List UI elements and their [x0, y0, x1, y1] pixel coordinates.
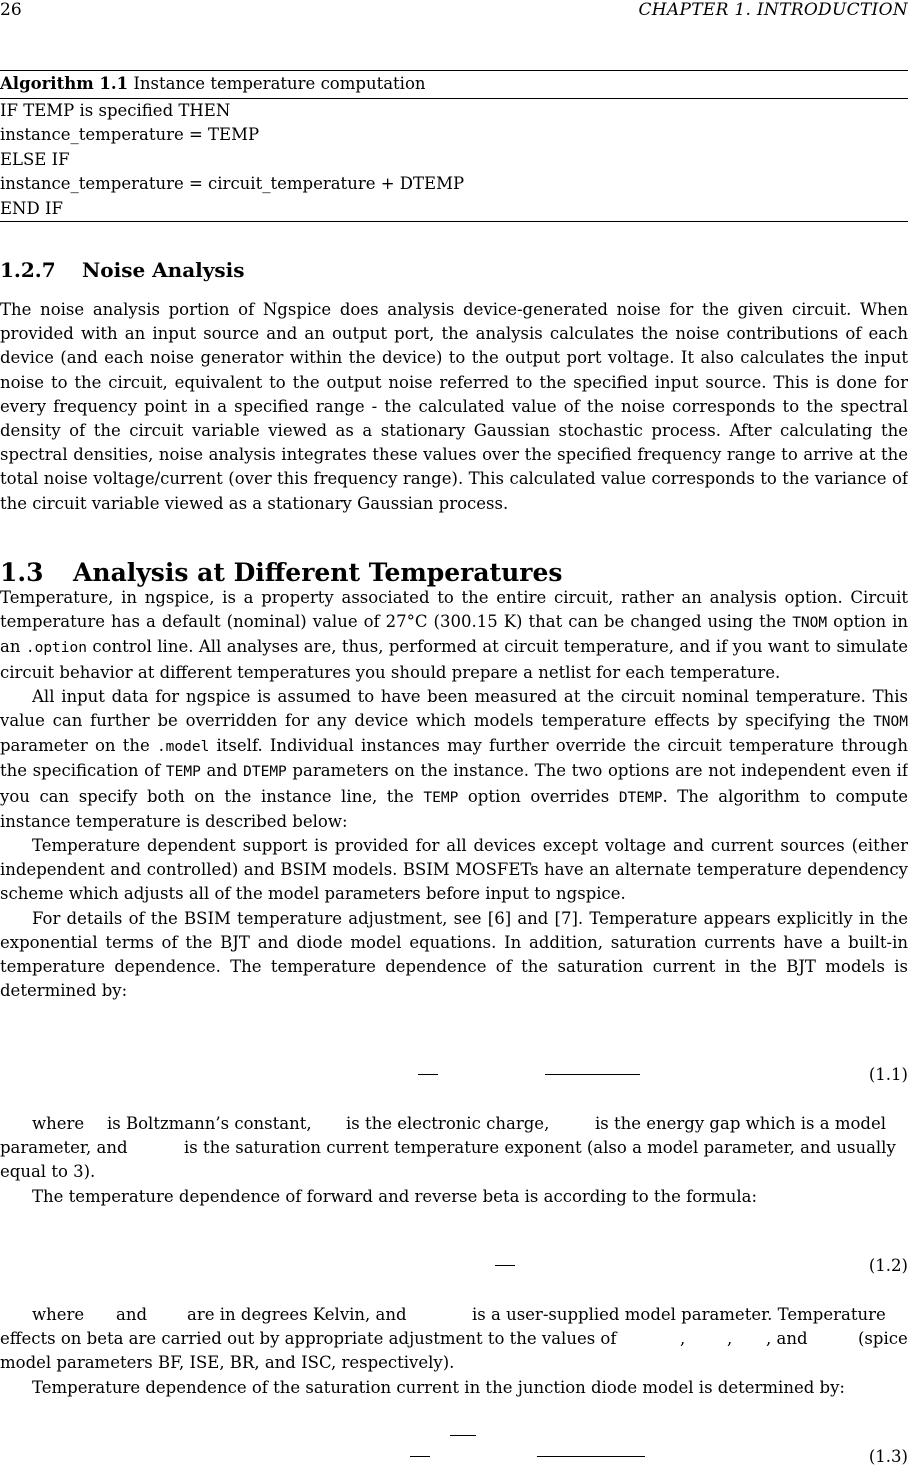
algorithm-line: ELSE IF [0, 149, 70, 169]
paragraph-1 [0, 586, 908, 685]
text-run: All input data for ngspice is assumed to have been measured at the circuit nominal temperature. This value can further be overridden for any device which models temperature effects by specifying the [0, 686, 908, 731]
equation-1-2 [0, 1256, 908, 1286]
algorithm-bottom-rule [0, 221, 908, 222]
paragraph-2 [0, 685, 908, 834]
noise-analysis-body [0, 298, 908, 516]
page-number: 26 [0, 0, 22, 20]
chapter-title: CHAPTER 1. INTRODUCTION [638, 0, 908, 20]
text-run: , and [766, 1329, 808, 1348]
text-where: where [32, 1114, 85, 1133]
paragraph-4: For details of the BSIM temperature adjustment, see [6] and [7]. Temperature appears explicitly in the exponential terms of the BJT and diode model equations. In addition, saturation currents have a built-in temperature dependence. The temperature dependence of the saturation current in the BJT models is determined by: [0, 908, 908, 1001]
code-model: .model [156, 739, 210, 756]
code-temp: TEMP [165, 764, 201, 781]
text-run: is the electronic charge, [346, 1114, 550, 1133]
section-title: Noise Analysis [82, 258, 245, 282]
equation-1-1 [0, 1065, 908, 1095]
text-run: parameters on the instance. The two options are not independent even if you can specify both on the instance line, the [0, 761, 908, 806]
text-run: model parameters BF, ISE, BR, and ISC, respectively). [0, 1353, 455, 1372]
algorithm-block [0, 70, 908, 222]
text-run: and [200, 761, 244, 781]
text-run: and [116, 1305, 148, 1324]
text-run: , [727, 1329, 733, 1348]
text-where: where [32, 1305, 85, 1324]
section-title: Analysis at Different Temperatures [73, 558, 563, 587]
section-number: 1.2.7 [0, 258, 56, 282]
text-run: Temperature dependence of the saturation current in the junction diode model is determined by: [32, 1378, 845, 1397]
text-run: are in degrees Kelvin, and [187, 1305, 407, 1324]
text-run: is the saturation current temperature exponent (also a model parameter, and usually [184, 1138, 896, 1157]
equation-number: (1.3) [868, 1447, 908, 1466]
text-run: is a user-supplied model parameter. Temperature [472, 1305, 886, 1324]
paragraph-3: Temperature dependent support is provided for all devices except voltage and current sources (either independent and controlled) and BSIM models. BSIM MOSFETs have an alternate temperature dependency scheme which adjusts all of the model parameters before input to ngspice. [0, 836, 908, 904]
text-run: option overrides [458, 786, 619, 806]
code-tnom: TNOM [873, 714, 908, 731]
section-heading-temperatures [0, 558, 562, 587]
text-run: The temperature dependence of forward and reverse beta is according to the formula: [32, 1187, 758, 1206]
text-run: Temperature, in ngspice, is a property associated to the entire circuit, rather an analysis option. Circuit temperature has a default (nominal) value of 27°C (300.15 K) that can be changed using the [0, 588, 908, 632]
algorithm-line: END IF [0, 198, 63, 218]
code-option: .option [25, 640, 87, 657]
code-temp: TEMP [423, 789, 459, 806]
algorithm-line: IF TEMP is specified THEN [0, 101, 231, 120]
running-header [0, 0, 908, 20]
algorithm-caption [0, 71, 908, 98]
code-tnom: TNOM [792, 615, 828, 632]
text-run: (spice [858, 1329, 908, 1348]
equation-1-3 [0, 1447, 908, 1477]
section-heading-noise-analysis [0, 258, 245, 282]
algorithm-title: Instance temperature computation [133, 74, 426, 93]
text-run: is Boltzmann’s constant, [107, 1114, 312, 1133]
algorithm-label: Algorithm 1.1 [0, 74, 129, 93]
algorithm-line: instance_temperature = TEMP [0, 125, 260, 145]
text-run: parameter, and [0, 1138, 128, 1157]
equation-number: (1.2) [868, 1256, 908, 1275]
text-run: equal to 3). [0, 1162, 96, 1181]
paragraph: The noise analysis portion of Ngspice does analysis device-generated noise for the given circuit. When provided with an input source and an output port, the analysis calculates the noise contributions of each device (and each noise generator within the device) to the output port voltage. It also calculates the input noise to the circuit, equivalent to the output noise referred to the specified input source. This is done for every frequency point in a specified range - the calculated value of the noise corresponds to the spectral density of the circuit variable viewed as a stationary Gaussian stochastic process. After calculating the spectral densities, noise analysis integrates these values over the specified frequency range to arrive at the total noise voltage/current (over this frequency range). This calculated value corresponds to the variance of the circuit variable viewed as a stationary Gaussian process. [0, 300, 908, 513]
fraction-bar [545, 1074, 640, 1075]
equation-number: (1.1) [868, 1065, 908, 1084]
fraction-bar [537, 1456, 645, 1457]
text-run: control line. All analyses are, thus, performed at circuit temperature, and if you want to simulate circuit behavior at different temperatures you should prepare a netlist for each temperature. [0, 637, 908, 682]
text-run: . The algorithm to compute instance temperature is described below: [0, 786, 908, 831]
temperature-body [0, 586, 908, 1003]
text-run: effects on beta are carried out by appropriate adjustment to the values of [0, 1329, 617, 1348]
text-run: , [680, 1329, 686, 1348]
fraction-bar [418, 1074, 438, 1075]
text-run: parameter on the [0, 736, 157, 756]
fraction-bar [410, 1456, 430, 1457]
fraction-bar [450, 1435, 476, 1436]
code-dtemp: DTEMP [618, 789, 663, 806]
code-dtemp: DTEMP [243, 764, 287, 781]
text-run: is the energy gap which is a model [595, 1114, 887, 1133]
text-run: itself. Individual instances may further override the circuit temperature through the specification of [0, 736, 908, 781]
algorithm-line: instance_temperature = circuit_temperature + DTEMP [0, 174, 465, 194]
text-run: option in an [0, 612, 908, 657]
section-number: 1.3 [0, 558, 44, 587]
fraction-bar [495, 1265, 515, 1266]
